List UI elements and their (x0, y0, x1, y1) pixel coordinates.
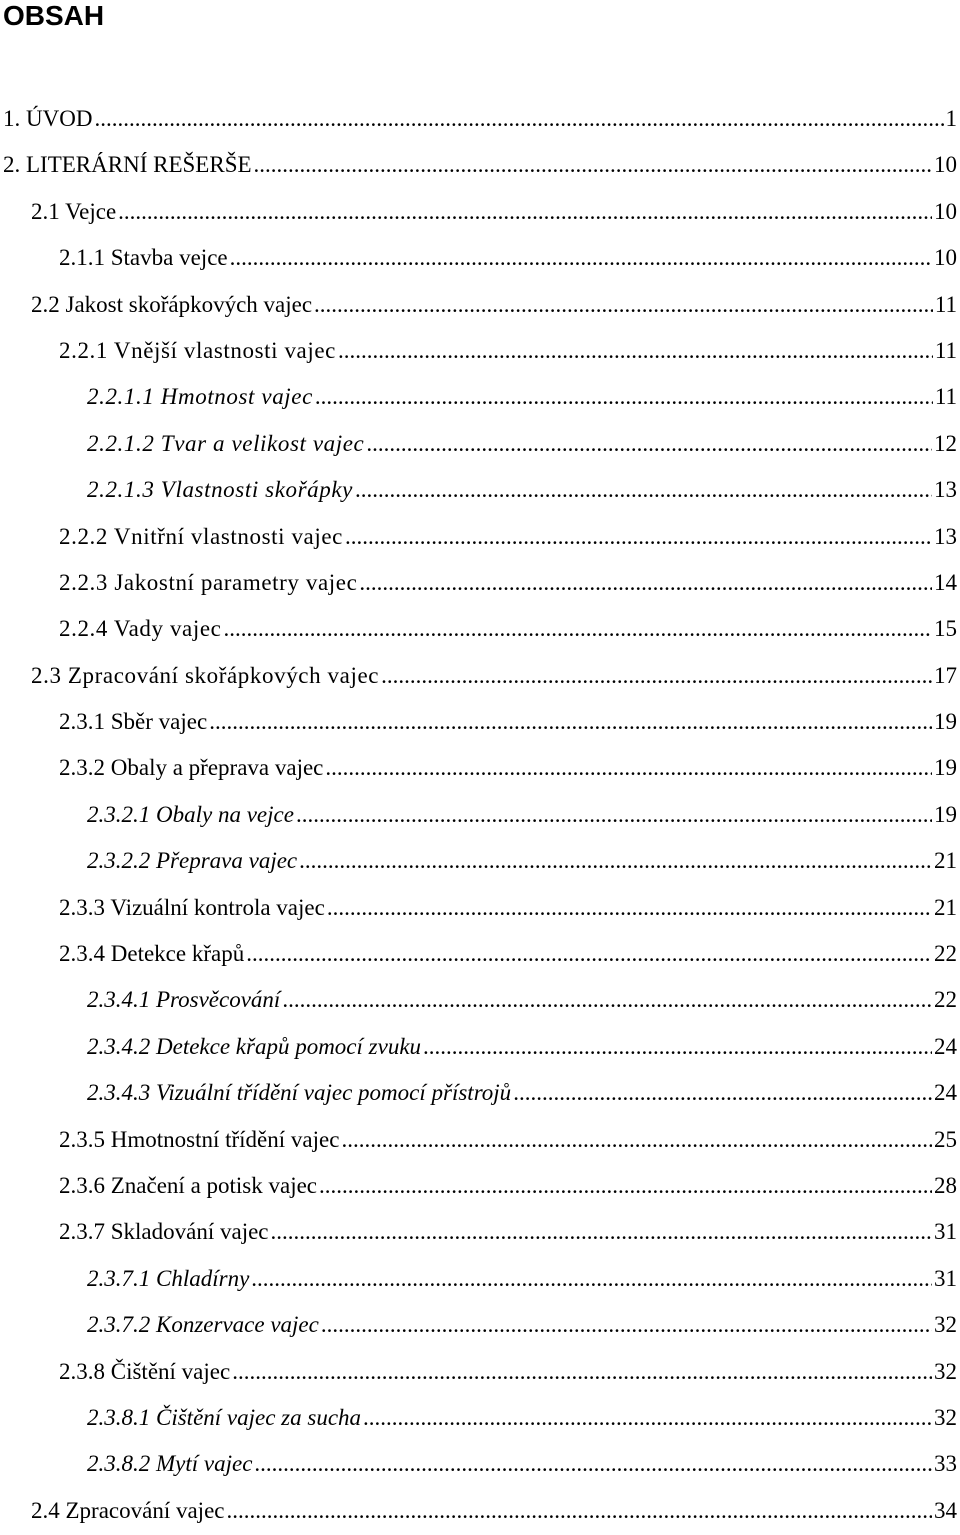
toc-entry[interactable] (0, 1395, 960, 1441)
toc-page-number: 22 (934, 987, 957, 1013)
toc-entry[interactable] (0, 374, 960, 420)
toc-entry-label: 2.3.5 Hmotnostní třídění vajec (59, 1126, 340, 1152)
toc-page-number: 13 (934, 477, 957, 503)
toc-dot-leader (296, 792, 932, 838)
toc-entry[interactable] (0, 421, 960, 467)
toc-entry-label: 2.2.1 Vnější vlastnosti vajec (59, 337, 336, 363)
toc-entry[interactable] (0, 885, 960, 931)
toc-entry[interactable] (0, 653, 960, 699)
toc-entry-label: 2.3.2 Obaly a přeprava vajec (59, 755, 324, 781)
toc-entry[interactable] (0, 282, 960, 328)
toc-page-number: 19 (934, 709, 957, 735)
toc-entry[interactable] (0, 1117, 960, 1163)
toc-page-number: 32 (934, 1404, 957, 1430)
toc-dot-leader (223, 606, 932, 652)
toc-dot-leader (251, 1256, 932, 1302)
toc-entry-label: 2.2.4 Vady vajec (59, 616, 222, 642)
toc-page-number: 19 (934, 801, 957, 827)
toc-entry-label: 2.3.4.2 Detekce křapů pomocí zvuku (87, 1033, 422, 1059)
toc-dot-leader (325, 745, 932, 791)
toc-entry-label: 2.3.7.2 Konzervace vajec (87, 1312, 319, 1338)
toc-dot-leader (327, 885, 932, 931)
toc-page-number: 21 (934, 894, 957, 920)
toc-entry[interactable] (0, 1441, 960, 1487)
toc-entry[interactable] (0, 96, 960, 142)
toc-entry-label: 2.2.3 Jakostní parametry vajec (59, 569, 358, 595)
toc-entry-label: 2.3.2.1 Obaly na vejce (87, 801, 294, 827)
toc-entry-label: 2.3.4 Detekce křapů (59, 941, 245, 967)
toc-dot-leader (513, 1070, 932, 1116)
toc-dot-leader (246, 931, 932, 977)
toc-entry[interactable] (0, 235, 960, 281)
toc-entry[interactable] (0, 189, 960, 235)
toc-dot-leader (319, 1163, 932, 1209)
toc-dot-leader (271, 1209, 932, 1255)
toc-page-number: 12 (934, 430, 957, 456)
table-of-contents (0, 96, 960, 1534)
toc-entry-label: 2.2.1.3 Vlastnosti skořápky (87, 477, 353, 503)
toc-page-number: 10 (934, 198, 957, 224)
toc-page-number: 19 (934, 755, 957, 781)
toc-page-number: 1 (945, 106, 957, 131)
toc-entry-label: 2.1.1 Stavba vejce (59, 245, 228, 271)
toc-entry[interactable] (0, 1302, 960, 1348)
toc-page-number: 11 (934, 337, 957, 363)
toc-entry-label: 2.2.2 Vnitřní vlastnosti vajec (59, 523, 343, 549)
toc-dot-leader (232, 1349, 932, 1395)
toc-entry-label: 2.2 Jakost skořápkových vajec (31, 291, 313, 317)
toc-page-number: 34 (934, 1497, 957, 1523)
toc-dot-leader (359, 560, 932, 606)
toc-dot-leader (94, 96, 943, 142)
toc-dot-leader (209, 699, 932, 745)
toc-entry-label: 1. ÚVOD (3, 106, 93, 131)
toc-entry[interactable] (0, 745, 960, 791)
toc-dot-leader (118, 189, 932, 235)
toc-entry[interactable] (0, 1488, 960, 1534)
toc-entry-label: 2.3.4.3 Vizuální třídění vajec pomocí přístrojů (87, 1080, 512, 1106)
toc-entry[interactable] (0, 514, 960, 560)
toc-entry-label: 2.3.1 Sběr vajec (59, 709, 208, 735)
toc-page-number: 21 (934, 848, 957, 874)
toc-page-number: 31 (934, 1219, 957, 1245)
toc-entry-label: 2.3.4.1 Prosvěcování (87, 987, 281, 1013)
toc-entry[interactable] (0, 560, 960, 606)
toc-dot-leader (299, 838, 932, 884)
toc-page-number: 32 (934, 1358, 957, 1384)
toc-entry[interactable] (0, 1349, 960, 1395)
toc-entry[interactable] (0, 838, 960, 884)
toc-entry-label: 2.3.2.2 Přeprava vajec (87, 848, 298, 874)
toc-page-number: 25 (934, 1126, 957, 1152)
toc-entry-label: 2.3.8.1 Čištění vajec za sucha (87, 1404, 362, 1430)
toc-entry[interactable] (0, 142, 960, 188)
toc-dot-leader (230, 235, 932, 281)
toc-page-number: 15 (934, 616, 957, 642)
toc-entry[interactable] (0, 328, 960, 374)
toc-entry[interactable] (0, 792, 960, 838)
toc-entry-label: 2.3.7 Skladování vajec (59, 1219, 269, 1245)
toc-dot-leader (355, 467, 932, 513)
toc-entry-label: 2.1 Vejce (31, 198, 117, 224)
toc-dot-leader (366, 421, 932, 467)
toc-dot-leader (341, 1117, 932, 1163)
toc-entry[interactable] (0, 1024, 960, 1070)
toc-entry[interactable] (0, 1209, 960, 1255)
toc-entry-label: 2.3.7.1 Chladírny (87, 1265, 250, 1291)
toc-entry[interactable] (0, 1256, 960, 1302)
toc-entry-label: 2.2.1.1 Hmotnost vajec (87, 384, 313, 410)
toc-entry-label: 2. LITERÁRNÍ REŠERŠE (3, 152, 252, 178)
toc-dot-leader (381, 653, 932, 699)
toc-page-number: 11 (934, 291, 957, 317)
toc-dot-leader (315, 374, 933, 420)
toc-entry-label: 2.3.8 Čištění vajec (59, 1358, 231, 1384)
toc-page-number: 10 (934, 245, 957, 271)
toc-dot-leader (282, 977, 932, 1023)
toc-dot-leader (423, 1024, 932, 1070)
toc-page-number: 33 (934, 1451, 957, 1477)
toc-page-number: 14 (934, 569, 957, 595)
toc-page-number: 24 (934, 1033, 957, 1059)
page-title: OBSAH (3, 0, 105, 31)
toc-entry-label: 2.3 Zpracování skořápkových vajec (31, 662, 380, 688)
toc-page-number: 17 (934, 662, 957, 688)
toc-entry[interactable] (0, 977, 960, 1023)
toc-dot-leader (363, 1395, 932, 1441)
toc-entry-label: 2.2.1.2 Tvar a velikost vajec (87, 430, 365, 456)
toc-page-number: 24 (934, 1080, 957, 1106)
toc-dot-leader (345, 514, 932, 560)
toc-entry[interactable] (0, 467, 960, 513)
toc-page-number: 11 (934, 384, 957, 410)
toc-dot-leader (321, 1302, 932, 1348)
toc-entry-label: 2.4 Zpracování vajec (31, 1497, 225, 1523)
toc-entry[interactable] (0, 1070, 960, 1116)
toc-dot-leader (254, 1441, 932, 1487)
toc-page-number: 32 (934, 1312, 957, 1338)
toc-entry[interactable] (0, 606, 960, 652)
toc-page-number: 13 (934, 523, 957, 549)
toc-page-number: 31 (934, 1265, 957, 1291)
toc-dot-leader (314, 282, 933, 328)
toc-entry-label: 2.3.3 Vizuální kontrola vajec (59, 894, 325, 920)
toc-entry[interactable] (0, 1163, 960, 1209)
toc-dot-leader (338, 328, 933, 374)
toc-dot-leader (227, 1488, 933, 1534)
toc-dot-leader (254, 142, 932, 188)
toc-page-number: 28 (934, 1172, 957, 1198)
toc-entry-label: 2.3.6 Značení a potisk vajec (59, 1172, 318, 1198)
toc-page-number: 22 (934, 941, 957, 967)
toc-page-number: 10 (934, 152, 957, 178)
toc-entry[interactable] (0, 931, 960, 977)
toc-entry-label: 2.3.8.2 Mytí vajec (87, 1451, 253, 1477)
toc-entry[interactable] (0, 699, 960, 745)
